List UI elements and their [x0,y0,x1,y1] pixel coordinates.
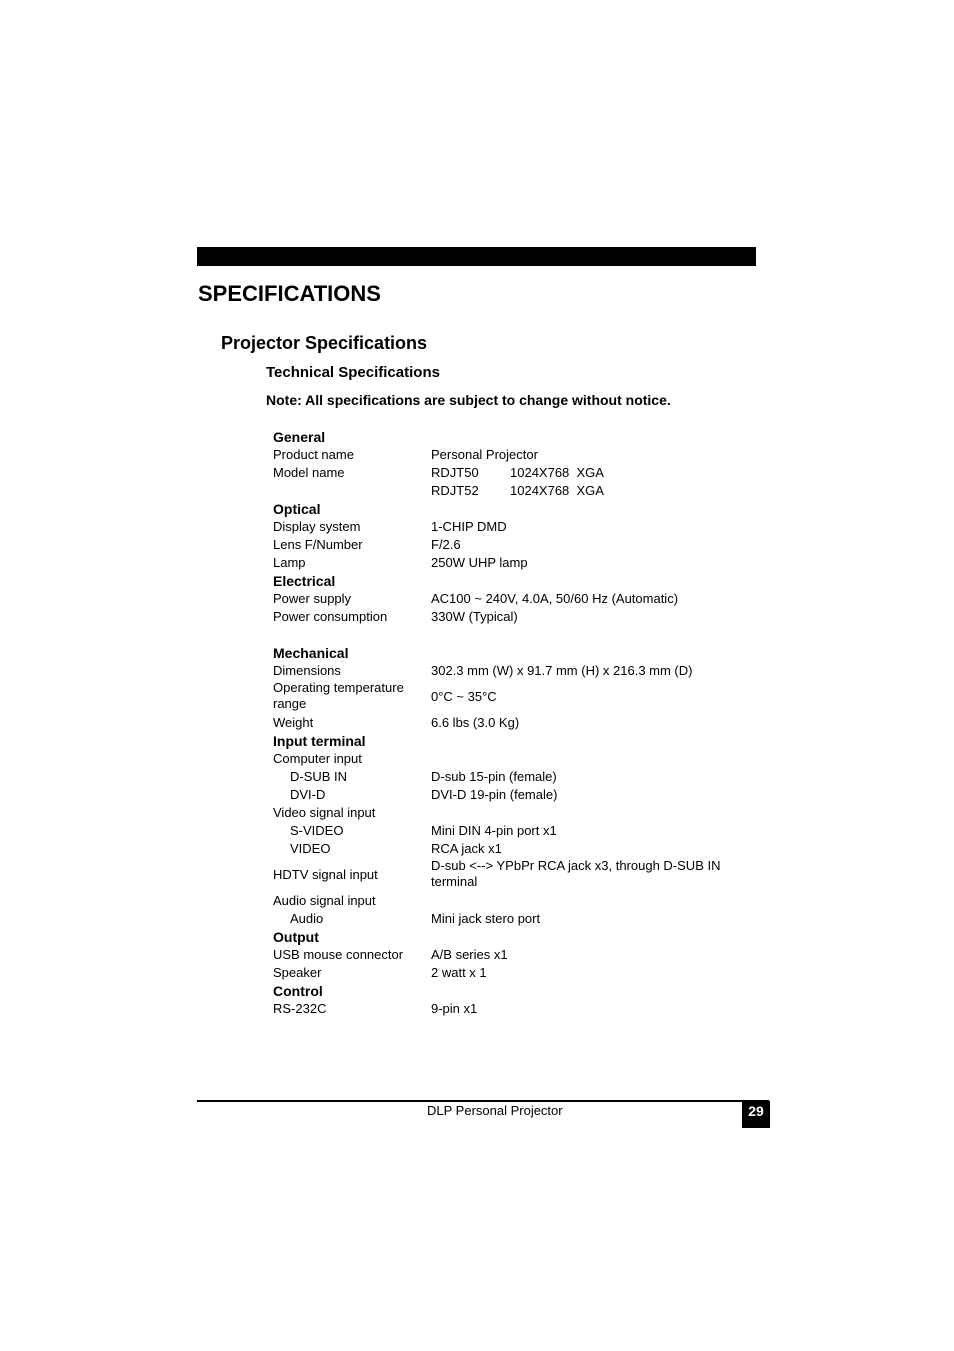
spec-label: Display system [273,519,361,534]
spec-row [273,858,743,892]
spec-value: 1-CHIP DMD [431,519,507,534]
spec-value: A/B series x1 [431,947,508,962]
spec-row [273,1000,743,1018]
model-code: RDJT50 [431,465,479,480]
header-rule [197,247,756,266]
spacer [273,626,743,644]
spec-row [273,910,743,928]
spec-label: Computer input [273,751,362,766]
spec-section-input: Input terminal [273,733,366,749]
spec-label: Lamp [273,555,306,570]
spec-value [431,464,731,482]
spec-row [273,680,743,714]
spec-value: 250W UHP lamp [431,555,528,570]
spec-row [273,964,743,982]
spec-row [273,482,743,500]
spec-value: DVI-D 19-pin (female) [431,787,558,802]
spec-value: Mini DIN 4-pin port x1 [431,823,557,838]
spec-row [273,750,743,768]
spec-value: Mini jack stero port [431,911,541,926]
section-heading: Projector Specifications [221,333,428,353]
spec-row [273,662,743,680]
spec-label: Video signal input [273,805,376,820]
spec-label: DVI-D [290,787,326,802]
model-code: RDJT52 [431,483,479,498]
spec-row [273,536,743,554]
spec-row [273,822,743,840]
spec-row [273,590,743,608]
spec-label: Lens F/Number [273,537,363,552]
spec-row [273,464,743,482]
subsection-heading: Technical Specifications [266,364,440,381]
model-resolution: 1024X768 XGA [510,465,604,480]
page-title: SPECIFICATIONS [198,281,381,306]
spec-value [431,482,731,500]
spec-row [273,840,743,858]
spec-row [273,892,743,910]
spec-label: Operating temperature range [273,680,404,711]
spec-label: VIDEO [290,841,331,856]
spec-row [273,804,743,822]
spec-value: F/2.6 [431,537,461,552]
spec-row [273,768,743,786]
spec-label: Dimensions [273,663,341,678]
spec-value: 330W (Typical) [431,609,518,624]
spec-section-electrical: Electrical [273,573,336,589]
spec-section-optical: Optical [273,501,321,517]
spec-value: RCA jack x1 [431,841,502,856]
spec-row [273,608,743,626]
spec-section-general: General [273,429,326,445]
spec-label: S-VIDEO [290,823,344,838]
spec-section-output: Output [273,929,319,945]
spec-table [273,428,743,1018]
spec-value: D-sub <--> YPbPr RCA jack x3, through D-SUB IN terminal [431,858,721,889]
spec-value: AC100 ~ 240V, 4.0A, 50/60 Hz (Automatic) [431,591,679,606]
spec-label: Model name [273,465,345,480]
spec-section-control: Control [273,983,323,999]
spec-label: Product name [273,447,354,462]
footer-rule [197,1100,769,1102]
spec-value: 6.6 lbs (3.0 Kg) [431,715,520,730]
spec-label: Audio [290,911,324,926]
spec-label: USB mouse connector [273,947,404,962]
spec-label: RS-232C [273,1001,327,1016]
spec-label: Power consumption [273,609,388,624]
spec-row [273,554,743,572]
spec-section-mechanical: Mechanical [273,645,349,661]
spec-row [273,518,743,536]
model-resolution: 1024X768 XGA [510,483,604,498]
spec-label: D-SUB IN [290,769,348,784]
spec-value: 302.3 mm (W) x 91.7 mm (H) x 216.3 mm (D) [431,663,693,678]
spec-label: Power supply [273,591,352,606]
spec-row [273,446,743,464]
spec-value: 2 watt x 1 [431,965,487,980]
spec-value: 0°C ~ 35°C [431,689,497,704]
spec-label: Weight [273,715,314,730]
spec-label: Audio signal input [273,893,376,908]
spec-row [273,714,743,732]
spec-label: Speaker [273,965,322,980]
spec-label: HDTV signal input [273,867,378,882]
spec-value: 9-pin x1 [431,1001,478,1016]
spec-value: Personal Projector [431,447,538,462]
spec-row [273,946,743,964]
spec-row [273,786,743,804]
spec-value: D-sub 15-pin (female) [431,769,557,784]
notice-text: Note: All specifications are subject to change without notice. [266,392,671,408]
page-number: 29 [742,1101,770,1128]
footer-product-name: DLP Personal Projector [427,1103,563,1118]
